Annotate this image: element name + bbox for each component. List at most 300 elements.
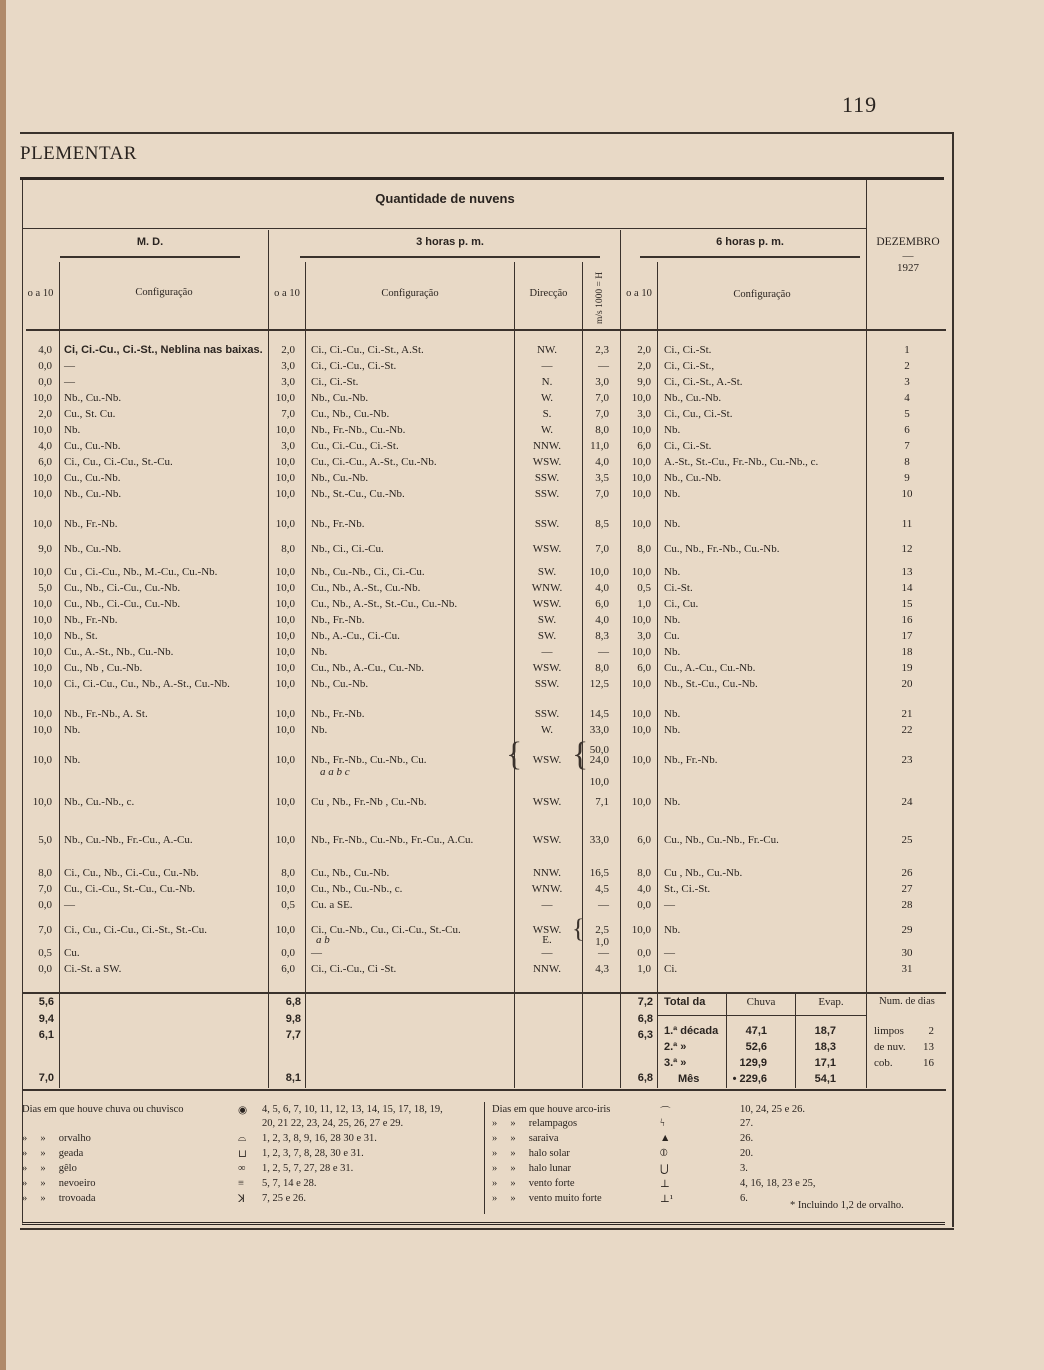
row-29-col-b: Ci., Cu., Ci.-Cu., Ci.-St., St.-Cu. <box>64 924 208 936</box>
row-18-col-g: 10,0 <box>631 646 651 658</box>
row-17-col-e: SW. <box>537 630 557 642</box>
row-27-col-g: 4,0 <box>637 883 651 895</box>
row-9-col-g: 10,0 <box>631 472 651 484</box>
md-underline <box>60 256 240 258</box>
row-15-col-g: 1,0 <box>637 598 651 610</box>
row-6-col-c: 10,0 <box>275 424 295 436</box>
row-3-col-f: 3,0 <box>595 376 609 388</box>
row-2-col-d: Ci., Ci.-Cu., Ci.-St. <box>311 360 397 372</box>
row-18-col-c: 10,0 <box>275 646 295 658</box>
row-6-col-a: 10,0 <box>32 424 52 436</box>
row-5-col-h: Ci., Cu., Ci.-St. <box>664 408 733 420</box>
row-31-col-a: 0,0 <box>38 963 52 975</box>
row-3-col-a: 0,0 <box>38 376 52 388</box>
row-6-col-g: 10,0 <box>631 424 651 436</box>
row-15-col-c: 10,0 <box>275 598 295 610</box>
row-19-col-g: 6,0 <box>637 662 651 674</box>
legend-left-days-1: 20, 21 22, 23, 24, 25, 26, 27 e 29. <box>262 1118 404 1129</box>
row-17-col-a: 10,0 <box>32 630 52 642</box>
legend-left-phrase-0: Dias em que houve chuva ou chuvisco <box>22 1104 184 1115</box>
row-15-col-h: Ci., Cu. <box>664 598 699 610</box>
colh-md-config: Configuração <box>135 287 193 298</box>
legend-right-phrase-6: » » vento muito forte <box>492 1193 602 1204</box>
legend-right-phrase-2: » » saraiva <box>492 1133 559 1144</box>
legend-right-symbol-icon-2: ▲ <box>660 1133 671 1144</box>
sum-md-2: 9,4 <box>38 1013 54 1025</box>
row-19-col-h: Cu., A.-Cu., Cu.-Nb. <box>664 662 756 674</box>
row-19-col-b: Cu., Nb , Cu.-Nb. <box>64 662 143 674</box>
row-12-col-i: 12 <box>901 543 913 555</box>
legend-left-symbol-icon-4: ∞ <box>238 1163 246 1174</box>
row-22-col-a: 10,0 <box>32 724 52 736</box>
row-8-col-a: 6,0 <box>38 456 52 468</box>
row-18-col-f: — <box>598 646 609 658</box>
sum-cob-n: 16 <box>923 1057 934 1069</box>
row-21-col-h: Nb. <box>664 708 681 720</box>
row-22-col-c: 10,0 <box>275 724 295 736</box>
row-14-col-a: 5,0 <box>38 582 52 594</box>
sum-evap-1: 18,7 <box>814 1025 836 1037</box>
sum-chuva-3: 129,9 <box>739 1057 767 1069</box>
header-dash: — <box>902 250 914 262</box>
legend-right-phrase-4: » » halo lunar <box>492 1163 572 1174</box>
row-6-col-f: 8,0 <box>595 424 609 436</box>
row-29-col-d: Ci., Cu.-Nb., Cu., Ci.-Cu., St.-Cu. <box>311 924 461 936</box>
row-14-col-c: 10,0 <box>275 582 295 594</box>
r23-speed-top: 50,0 <box>589 744 609 756</box>
sum-3h-2: 9,8 <box>285 1013 301 1025</box>
sum-mes: Mês <box>678 1073 700 1085</box>
row-2-col-i: 2 <box>904 360 910 372</box>
row-27-col-e: WNW. <box>531 883 563 895</box>
legend-right-symbol-icon-3: ⦶ <box>660 1148 668 1159</box>
legend-right-phrase-0: Dias em que houve arco-iris <box>492 1104 611 1115</box>
row-26-col-e: NNW. <box>532 867 561 879</box>
row-28-col-f: — <box>598 899 609 911</box>
sum-md-4: 7,0 <box>38 1072 54 1084</box>
legend-right-days-1: 27. <box>740 1118 754 1129</box>
row-8-col-e: WSW. <box>532 456 562 468</box>
row-22-col-g: 10,0 <box>631 724 651 736</box>
row-6-col-d: Nb., Fr.-Nb., Cu.-Nb. <box>311 424 406 436</box>
legend-left-symbol-icon-2: ⌓ <box>238 1133 247 1144</box>
row-28-col-a: 0,0 <box>38 899 52 911</box>
row-30-col-c: 0,0 <box>281 947 295 959</box>
row-9-col-h: Nb., Cu.-Nb. <box>664 472 722 484</box>
row-30-col-d: — <box>311 947 322 959</box>
legend-left-days-5: 5, 7, 14 e 28. <box>262 1178 317 1189</box>
row-1-col-b: Ci, Ci.-Cu., Ci.-St., Neblina nas baixas. <box>64 344 263 356</box>
sum-6h-1: 7,2 <box>637 996 653 1008</box>
row-6-col-b: Nb. <box>64 424 81 436</box>
row-8-col-d: Cu., Ci.-Cu., A.-St., Cu.-Nb. <box>311 456 437 468</box>
row-24-col-i: 24 <box>901 796 913 808</box>
colh-direction: Direcção <box>529 288 568 299</box>
row-28-col-i: 28 <box>901 899 913 911</box>
row-14-col-e: WNW. <box>531 582 563 594</box>
row-23-col-d: Nb., Fr.-Nb., Cu.-Nb., Cu. <box>311 754 427 766</box>
row-1-col-e: NW. <box>536 344 558 356</box>
row-22-col-i: 22 <box>901 724 913 736</box>
row-18-col-i: 18 <box>901 646 913 658</box>
row-3-col-i: 3 <box>904 376 910 388</box>
row-25-col-a: 5,0 <box>38 834 52 846</box>
row-26-col-h: Cu , Nb., Cu.-Nb. <box>664 867 743 879</box>
sum-chuva-1: 47,1 <box>745 1025 767 1037</box>
row-21-col-c: 10,0 <box>275 708 295 720</box>
row-2-col-c: 3,0 <box>281 360 295 372</box>
row-13-col-c: 10,0 <box>275 566 295 578</box>
legend-right-symbol-icon-1: ϟ <box>660 1118 665 1129</box>
row-12-col-g: 8,0 <box>637 543 651 555</box>
sum-nuv: de nuv. <box>874 1041 906 1053</box>
row-18-col-h: Nb. <box>664 646 681 658</box>
row-29-col-a: 7,0 <box>38 924 52 936</box>
row-16-col-d: Nb., Fr.-Nb. <box>311 614 365 626</box>
row-7-col-a: 4,0 <box>38 440 52 452</box>
row-26-col-c: 8,0 <box>281 867 295 879</box>
row-13-col-e: SW. <box>537 566 557 578</box>
row-22-col-d: Nb. <box>311 724 328 736</box>
sum-md-3: 6,1 <box>38 1029 54 1041</box>
legend-left-phrase-3: » » geada <box>22 1148 84 1159</box>
sum-3h-4: 8,1 <box>285 1072 301 1084</box>
row-31-col-b: Ci.-St. a SW. <box>64 963 122 975</box>
row-7-col-g: 6,0 <box>637 440 651 452</box>
row-7-col-f: 11,0 <box>590 440 609 452</box>
row-12-col-e: WSW. <box>532 543 562 555</box>
row-19-col-f: 8,0 <box>595 662 609 674</box>
legend-right-symbol-icon-4: ⋃ <box>660 1164 669 1175</box>
row-20-col-i: 20 <box>901 678 913 690</box>
row-2-col-h: Ci., Ci.-St., <box>664 360 715 372</box>
row-14-col-h: Ci.-St. <box>664 582 693 594</box>
sum-div-1 <box>59 994 60 1088</box>
row-10-col-h: Nb. <box>664 488 681 500</box>
legend-left-days-0: 4, 5, 6, 7, 10, 11, 12, 13, 14, 15, 17, 18, 19, <box>262 1104 443 1115</box>
row-27-col-i: 27 <box>901 883 913 895</box>
row-11-col-g: 10,0 <box>631 518 651 530</box>
sum-div-7 <box>657 994 658 1088</box>
row-22-col-e: W. <box>540 724 554 736</box>
sum-num-dias: Num. de dias <box>879 996 935 1007</box>
row-10-col-c: 10,0 <box>275 488 295 500</box>
row-2-col-b: — <box>64 360 75 372</box>
row-5-col-f: 7,0 <box>595 408 609 420</box>
row-21-col-i: 21 <box>901 708 913 720</box>
sum-div-4 <box>514 994 515 1088</box>
row-31-col-g: 1,0 <box>637 963 651 975</box>
legend-right-symbol-icon-5: ⊥ <box>660 1179 670 1190</box>
row-18-col-a: 10,0 <box>32 646 52 658</box>
row-17-col-i: 17 <box>901 630 913 642</box>
row-27-col-f: 4,5 <box>595 883 609 895</box>
row-18-col-e: — <box>541 646 553 658</box>
row-22-col-h: Nb. <box>664 724 681 736</box>
row-3-col-e: N. <box>541 376 553 388</box>
row-28-col-b: — <box>64 899 75 911</box>
row-20-col-c: 10,0 <box>275 678 295 690</box>
row-16-col-b: Nb., Fr.-Nb. <box>64 614 118 626</box>
row-3-col-d: Ci., Ci.-St. <box>311 376 359 388</box>
header-md: M. D. <box>136 236 164 248</box>
row-16-col-i: 16 <box>901 614 913 626</box>
page-bottom-rule <box>20 1228 954 1230</box>
row-12-col-c: 8,0 <box>281 543 295 555</box>
row-9-col-d: Nb., Cu.-Nb. <box>311 472 369 484</box>
sum-chuva-label: Chuva <box>746 996 776 1008</box>
row-24-col-e: WSW. <box>532 796 562 808</box>
summary-bottom-rule <box>22 1089 946 1091</box>
row-23-col-h: Nb., Fr.-Nb. <box>664 754 718 766</box>
row-5-col-a: 2,0 <box>38 408 52 420</box>
divider-md-scale <box>59 262 60 992</box>
row-6-col-i: 6 <box>904 424 910 436</box>
row-4-col-h: Nb., Cu.-Nb. <box>664 392 722 404</box>
sum-evap-3: 17,1 <box>814 1057 836 1069</box>
row-25-col-g: 6,0 <box>637 834 651 846</box>
sum-nuv-n: 13 <box>923 1041 934 1053</box>
row-17-col-c: 10,0 <box>275 630 295 642</box>
sum-evap-2: 18,3 <box>814 1041 836 1053</box>
row-10-col-b: Nb., Cu.-Nb. <box>64 488 122 500</box>
row-27-col-h: St., Ci.-St. <box>664 883 711 895</box>
row-10-col-i: 10 <box>901 488 913 500</box>
legend-left-days-2: 1, 2, 3, 8, 9, 16, 28 30 e 31. <box>262 1133 377 1144</box>
row-15-col-i: 15 <box>901 598 913 610</box>
row-23-col-g: 10,0 <box>631 754 651 766</box>
row-7-col-e: NNW. <box>532 440 561 452</box>
row-1-col-a: 4,0 <box>38 344 52 356</box>
row-17-col-d: Nb., A.-Cu., Ci.-Cu. <box>311 630 400 642</box>
row-15-col-a: 10,0 <box>32 598 52 610</box>
row-11-col-c: 10,0 <box>275 518 295 530</box>
row-24-col-g: 10,0 <box>631 796 651 808</box>
row-9-col-a: 10,0 <box>32 472 52 484</box>
legend-right-symbol-icon-0: ⌒ <box>660 1107 671 1118</box>
row-25-col-i: 25 <box>901 834 913 846</box>
legend-left-phrase-4: » » gêlo <box>22 1163 77 1174</box>
row-10-col-f: 7,0 <box>595 488 609 500</box>
row-26-col-g: 8,0 <box>637 867 651 879</box>
row-28-col-e: — <box>541 899 553 911</box>
sum-cob: cob. <box>874 1057 893 1069</box>
sum-chuva-2: 52,6 <box>745 1041 767 1053</box>
row-7-col-d: Cu., Ci.-Cu., Ci.-St. <box>311 440 399 452</box>
legend-right-days-0: 10, 24, 25 e 26. <box>740 1104 806 1115</box>
sum-md-1: 5,6 <box>38 996 54 1008</box>
header-rule <box>22 228 866 229</box>
row-11-col-i: 11 <box>901 518 913 530</box>
row-28-col-d: Cu. a SE. <box>311 899 353 911</box>
sum-chuva-4: • 229,6 <box>732 1073 767 1085</box>
row-3-col-g: 9,0 <box>637 376 651 388</box>
row-14-col-d: Cu., Nb., A.-St., Cu.-Nb. <box>311 582 421 594</box>
r23-speed-bottom: 10,0 <box>589 776 609 788</box>
row-23-col-a: 10,0 <box>32 754 52 766</box>
row-23-col-i: 23 <box>901 754 913 766</box>
sum-6h-3: 6,3 <box>637 1029 653 1041</box>
divider-3h-scale <box>305 262 306 992</box>
row-23-col-f: 24,0 <box>589 754 609 766</box>
row-21-col-f: 14,5 <box>589 708 609 720</box>
summary-subrule <box>658 1015 866 1016</box>
sum-3h-1: 6,8 <box>285 996 301 1008</box>
row-29-col-e: WSW. <box>532 924 562 936</box>
row-4-col-c: 10,0 <box>275 392 295 404</box>
row-26-col-a: 8,0 <box>38 867 52 879</box>
row-15-col-d: Cu., Nb., A.-St., St.-Cu., Cu.-Nb. <box>311 598 458 610</box>
r29-brace: { <box>572 914 585 943</box>
row-21-col-a: 10,0 <box>32 708 52 720</box>
row-31-col-f: 4,3 <box>595 963 609 975</box>
page-number: 119 <box>842 92 878 117</box>
row-25-col-d: Nb., Fr.-Nb., Cu.-Nb., Fr.-Cu., A.Cu. <box>311 834 474 846</box>
row-25-col-b: Nb., Cu.-Nb., Fr.-Cu., A.-Cu. <box>64 834 193 846</box>
row-1-col-g: 2,0 <box>637 344 651 356</box>
row-30-col-b: Cu. <box>64 947 80 959</box>
summary-top-rule <box>22 992 946 994</box>
legend-left-phrase-5: » » nevoeiro <box>22 1178 96 1189</box>
legend-divider <box>484 1102 485 1214</box>
row-16-col-c: 10,0 <box>275 614 295 626</box>
row-11-col-d: Nb., Fr.-Nb. <box>311 518 365 530</box>
row-13-col-h: Nb. <box>664 566 681 578</box>
row-27-col-a: 7,0 <box>38 883 52 895</box>
row-12-col-f: 7,0 <box>595 543 609 555</box>
row-10-col-e: SSW. <box>534 488 560 500</box>
row-22-col-f: 33,0 <box>589 724 609 736</box>
row-4-col-d: Nb., Cu.-Nb. <box>311 392 369 404</box>
row-9-col-e: SSW. <box>534 472 560 484</box>
row-21-col-d: Nb., Fr.-Nb. <box>311 708 365 720</box>
row-8-col-f: 4,0 <box>595 456 609 468</box>
row-13-col-d: Nb., Cu.-Nb., Ci., Ci.-Cu. <box>311 566 425 578</box>
row-13-col-g: 10,0 <box>631 566 651 578</box>
legend-left-days-3: 1, 2, 3, 7, 8, 28, 30 e 31. <box>262 1148 364 1159</box>
row-17-col-f: 8,3 <box>595 630 609 642</box>
row-25-col-f: 33,0 <box>589 834 609 846</box>
sum-decada-3: 3.ª » <box>664 1057 687 1069</box>
row-9-col-b: Cu., Cu.-Nb. <box>64 472 121 484</box>
row-19-col-d: Cu., Nb., A.-Cu., Cu.-Nb. <box>311 662 425 674</box>
row-19-col-a: 10,0 <box>32 662 52 674</box>
sum-evap-label: Evap. <box>818 996 844 1008</box>
r29-direction-2: E. <box>542 934 552 946</box>
row-1-col-d: Ci., Ci.-Cu., Ci.-St., A.St. <box>311 344 424 356</box>
divider-6h-scale <box>657 262 658 992</box>
header-month: DEZEMBRO <box>876 236 940 248</box>
row-11-col-e: SSW. <box>534 518 560 530</box>
row-20-col-e: SSW. <box>534 678 560 690</box>
header-bottom-rule <box>26 329 946 331</box>
row-21-col-b: Nb., Fr.-Nb., A. St. <box>64 708 148 720</box>
row-6-col-e: W. <box>540 424 554 436</box>
page-heading: PLEMENTAR <box>20 143 137 164</box>
row-27-col-b: Cu., Ci.-Cu., St.-Cu., Cu.-Nb. <box>64 883 196 895</box>
row-25-col-h: Cu., Nb., Cu.-Nb., Fr.-Cu. <box>664 834 779 846</box>
row-16-col-f: 4,0 <box>595 614 609 626</box>
r23-brace-right: { <box>572 736 589 773</box>
row-8-col-g: 10,0 <box>631 456 651 468</box>
row-7-col-h: Ci., Ci.-St. <box>664 440 712 452</box>
row-20-col-a: 10,0 <box>32 678 52 690</box>
r23-letters: a a b c <box>320 766 350 778</box>
row-29-col-g: 10,0 <box>631 924 651 936</box>
row-3-col-c: 3,0 <box>281 376 295 388</box>
legend-left-symbol-icon-6: ꓘ <box>238 1194 245 1205</box>
row-2-col-a: 0,0 <box>38 360 52 372</box>
legend-right-days-6: 6. <box>740 1193 748 1204</box>
row-13-col-a: 10,0 <box>32 566 52 578</box>
row-17-col-b: Nb., St. <box>64 630 98 642</box>
row-24-col-h: Nb. <box>664 796 681 808</box>
row-20-col-f: 12,5 <box>589 678 609 690</box>
colh-6h-scale: o a 10 <box>626 288 652 299</box>
row-2-col-g: 2,0 <box>637 360 651 372</box>
row-24-col-c: 10,0 <box>275 796 295 808</box>
row-13-col-i: 13 <box>901 566 913 578</box>
row-9-col-f: 3,5 <box>595 472 609 484</box>
row-22-col-b: Nb. <box>64 724 81 736</box>
row-28-col-g: 0,0 <box>637 899 651 911</box>
row-18-col-d: Nb. <box>311 646 328 658</box>
header-6h: 6 horas p. m. <box>716 236 784 248</box>
row-13-col-f: 10,0 <box>589 566 609 578</box>
row-5-col-g: 3,0 <box>637 408 651 420</box>
row-17-col-h: Cu. <box>664 630 680 642</box>
legend-right-symbol-icon-6: ⊥¹ <box>660 1194 674 1205</box>
row-29-col-h: Nb. <box>664 924 681 936</box>
row-4-col-f: 7,0 <box>595 392 609 404</box>
row-26-col-d: Cu., Nb., Cu.-Nb. <box>311 867 390 879</box>
row-12-col-b: Nb., Cu.-Nb. <box>64 543 122 555</box>
row-7-col-i: 7 <box>904 440 910 452</box>
h3-underline <box>300 256 600 258</box>
row-5-col-d: Cu., Nb., Cu.-Nb. <box>311 408 390 420</box>
legend-footnote: * Incluindo 1,2 de orvalho. <box>790 1200 904 1211</box>
r29-letters: a b <box>316 934 330 946</box>
row-31-col-c: 6,0 <box>281 963 295 975</box>
legend-right-days-4: 3. <box>740 1163 748 1174</box>
row-14-col-f: 4,0 <box>595 582 609 594</box>
row-4-col-g: 10,0 <box>631 392 651 404</box>
r29-speed-2: 1,0 <box>595 936 609 948</box>
row-30-col-a: 0,5 <box>38 947 52 959</box>
row-20-col-b: Ci., Ci.-Cu., Cu., Nb., A.-St., Cu.-Nb. <box>64 678 230 690</box>
colh-3h-scale: o a 10 <box>274 288 300 299</box>
row-27-col-d: Cu., Nb., Cu.-Nb., c. <box>311 883 403 895</box>
colh-6h-config: Configuração <box>733 289 791 300</box>
sum-6h-2: 6,8 <box>637 1013 653 1025</box>
row-29-col-c: 10,0 <box>275 924 295 936</box>
row-30-col-f: — <box>598 947 609 959</box>
sum-decada-1: 1.ª década <box>664 1025 719 1037</box>
row-11-col-f: 8,5 <box>595 518 609 530</box>
colh-3h-config: Configuração <box>381 288 439 299</box>
sum-decada-2: 2.ª » <box>664 1041 687 1053</box>
row-29-col-f: 2,5 <box>595 924 609 936</box>
row-21-col-g: 10,0 <box>631 708 651 720</box>
row-8-col-i: 8 <box>904 456 910 468</box>
row-11-col-a: 10,0 <box>32 518 52 530</box>
sum-limpos: limpos <box>874 1025 904 1037</box>
row-14-col-b: Cu., Nb., Ci.-Cu., Cu.-Nb. <box>64 582 181 594</box>
row-11-col-h: Nb. <box>664 518 681 530</box>
row-1-col-h: Ci., Ci.-St. <box>664 344 712 356</box>
row-31-col-d: Ci., Ci.-Cu., Ci -St. <box>311 963 397 975</box>
row-27-col-c: 10,0 <box>275 883 295 895</box>
